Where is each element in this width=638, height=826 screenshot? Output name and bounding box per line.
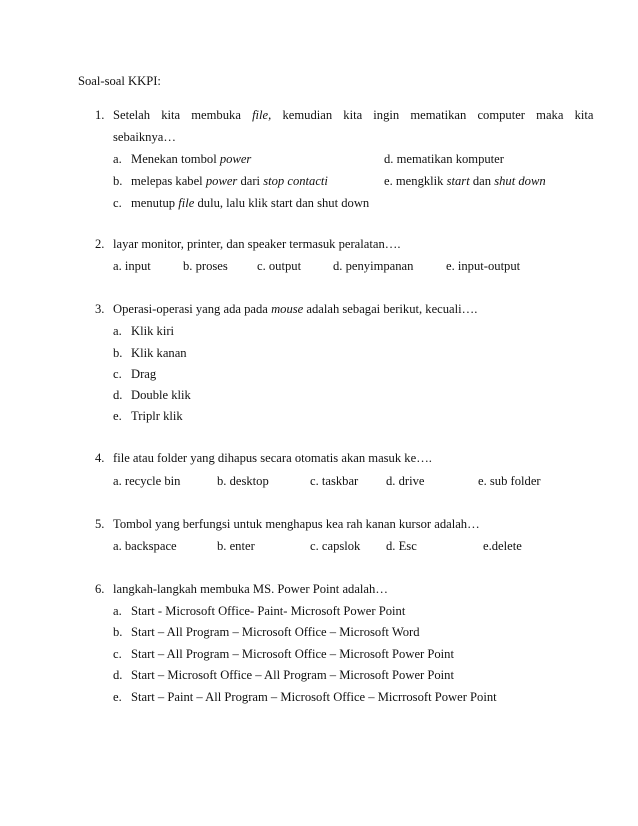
question-6-option-a: Start - Microsoft Office- Paint- Microsoft Power Point <box>131 604 406 618</box>
question-3-option-a: Klik kiri <box>131 324 175 338</box>
question-4-number: 4. <box>95 451 105 465</box>
question-3-option-d-letter: d. <box>113 388 123 402</box>
question-3-option-c-letter: c. <box>113 367 122 381</box>
question-2-option-b: b. proses <box>183 259 228 273</box>
question-3-option-b: Klik kanan <box>131 346 187 360</box>
question-6-option-e: Start – Paint – All Program – Microsoft Office – Micrrosoft Power Point <box>131 690 497 704</box>
question-4-option-b: b. desktop <box>217 474 269 488</box>
question-3-option-c: Drag <box>131 367 157 381</box>
question-4-option-c: c. taskbar <box>310 474 359 488</box>
question-3-number: 3. <box>95 302 105 316</box>
question-1-option-a: Menekan tombol power <box>131 152 252 166</box>
question-2-option-a: a. input <box>113 259 151 273</box>
question-4-option-a: a. recycle bin <box>113 474 181 488</box>
document-title: Soal-soal KKPI: <box>78 74 161 88</box>
question-6-number: 6. <box>95 582 105 596</box>
question-6-option-c-letter: c. <box>113 647 122 661</box>
question-1-option-c: menutup file dulu, lalu klik start dan shut down <box>131 196 370 210</box>
question-6-option-b: Start – All Program – Microsoft Office – Microsoft Word <box>131 625 420 639</box>
question-5-option-c: c. capslok <box>310 539 361 553</box>
question-4-option-e: e. sub folder <box>478 474 541 488</box>
question-5-option-b: b. enter <box>217 539 255 553</box>
question-5-option-a: a. backspace <box>113 539 177 553</box>
question-6-option-d: Start – Microsoft Office – All Program – Microsoft Power Point <box>131 668 454 682</box>
question-2-text: layar monitor, printer, dan speaker termasuk peralatan…. <box>113 237 401 251</box>
question-6-option-c: Start – All Program – Microsoft Office – Microsoft Power Point <box>131 647 454 661</box>
question-3-option-b-letter: b. <box>113 346 123 360</box>
question-2-number: 2. <box>95 237 105 251</box>
question-1-option-d: d. mematikan komputer <box>384 152 504 166</box>
question-1-option-b-letter: b. <box>113 174 123 188</box>
question-3-text: Operasi-operasi yang ada pada mouse adalah sebagai berikut, kecuali…. <box>113 302 478 316</box>
question-4-option-d: d. drive <box>386 474 425 488</box>
question-6-option-e-letter: e. <box>113 690 122 704</box>
question-5-text: Tombol yang berfungsi untuk menghapus kea rah kanan kursor adalah… <box>113 517 480 531</box>
question-2-option-e: e. input-output <box>446 259 521 273</box>
question-1-text-line1: Setelah kita membuka file, kemudian kita ingin mematikan computer maka kita <box>113 108 594 122</box>
question-6-option-a-letter: a. <box>113 604 122 618</box>
question-1-number: 1. <box>95 108 105 122</box>
question-5-number: 5. <box>95 517 105 531</box>
question-6-option-d-letter: d. <box>113 668 123 682</box>
question-1-option-a-letter: a. <box>113 152 122 166</box>
question-3-option-a-letter: a. <box>113 324 122 338</box>
question-2-option-c: c. output <box>257 259 302 273</box>
question-1-option-b: melepas kabel power dari stop contacti <box>131 174 328 188</box>
question-1-text-line2: sebaiknya… <box>113 130 176 144</box>
question-1-option-c-letter: c. <box>113 196 122 210</box>
question-2-option-d: d. penyimpanan <box>333 259 414 273</box>
question-1-option-e: e. mengklik start dan shut down <box>384 174 546 188</box>
question-3-option-e: Triplr klik <box>131 409 183 423</box>
question-4-text: file atau folder yang dihapus secara otomatis akan masuk ke…. <box>113 451 432 465</box>
question-5-option-e: e.delete <box>483 539 522 553</box>
question-6-option-b-letter: b. <box>113 625 123 639</box>
question-3-option-e-letter: e. <box>113 409 122 423</box>
question-6-text: langkah-langkah membuka MS. Power Point adalah… <box>113 582 388 596</box>
question-3-option-d: Double klik <box>131 388 191 402</box>
question-5-option-d: d. Esc <box>386 539 417 553</box>
